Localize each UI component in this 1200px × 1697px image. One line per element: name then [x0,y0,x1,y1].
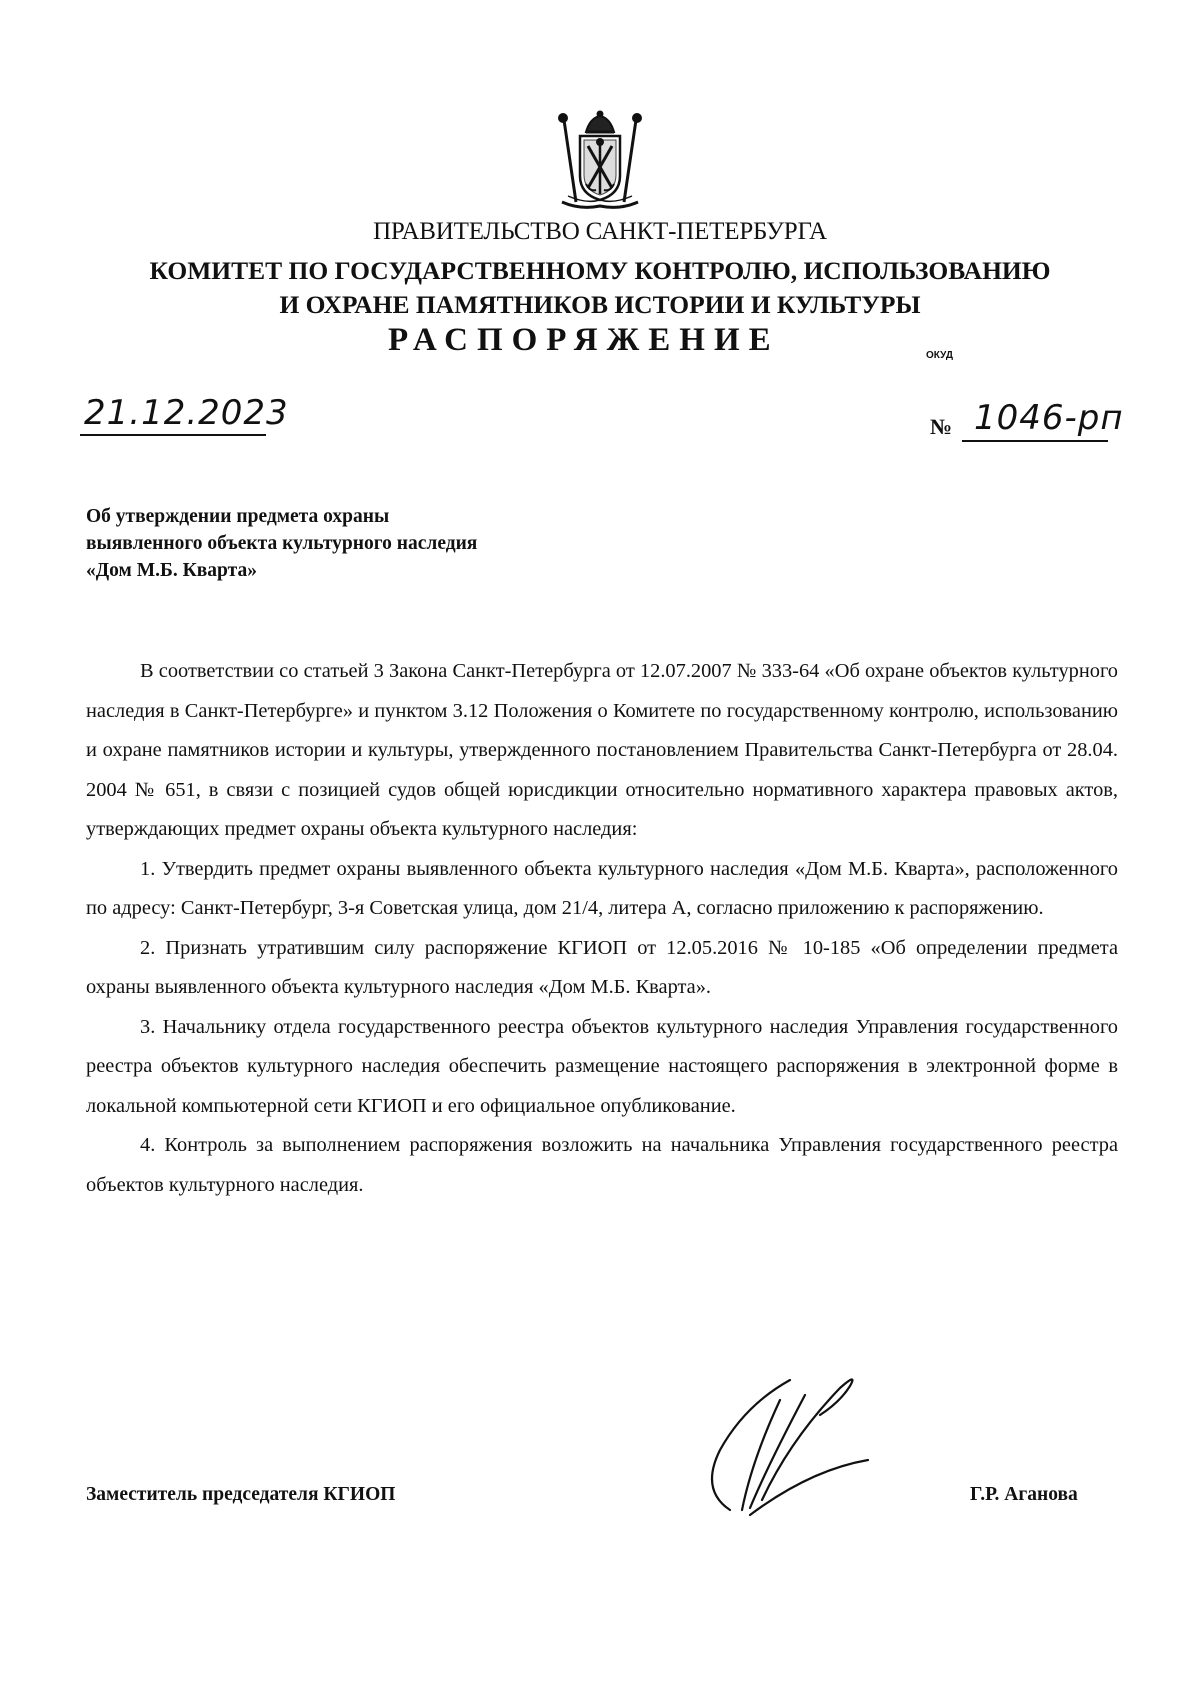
document-body [86,652,1118,1205]
signer-title: Заместитель председателя КГИОП [86,1484,396,1505]
item-paragraph-4: 4. Контроль за выполнением распоряжения возложить на начальника Управления государственного реестра объектов культурного наследия. [86,1134,1118,1196]
item-paragraph-2: 2. Признать утратившим силу распоряжение КГИОП от 12.05.2016 № 10-185 «Об определении предмета охраны выявленного объекта культурного наследия «Дом М.Б. Кварта». [86,936,1118,998]
subject-line-3: «Дом М.Б. Кварта» [86,560,257,581]
preamble-paragraph: В соответствии со статьей 3 Закона Санкт-Петербурга от 12.07.2007 № 333-64 «Об охране объектов культурного наследия в Санкт-Петербурге» и пунктом 3.12 Положения о Комитете по государственному контролю, использованию и охране памятников истории и культуры, утвержденного постановлением Правительства Санкт-Петербурга от 28.04. 2004 № 651, в связи с позицией судов общей юрисдикции относительно нормативного характера правовых актов, утверждающих предмет охраны объекта культурного наследия: [86,660,1118,840]
document-number-field [930,398,1124,442]
document-subject [86,503,477,584]
government-name: ПРАВИТЕЛЬСТВО САНКТ-ПЕТЕРБУРГА [373,218,827,245]
coat-of-arms-icon [546,110,654,214]
document-type-title: РАСПОРЯЖЕНИЕ [388,322,780,358]
handwritten-signature-icon [690,1360,880,1530]
document-date-field [80,392,289,436]
subject-line-2: выявленного объекта культурного наследия [86,533,478,554]
document-date: 21.12.2023 [84,393,289,433]
number-underline [962,440,1108,442]
item-paragraph-3: 3. Начальнику отдела государственного реестра объектов культурного наследия Управления государственного реестра объектов культурного наследия обеспечить размещение настоящего распоряжения в электронной форме в локальной компьютерной сети КГИОП и его официальное опубликование. [86,1015,1118,1117]
number-sign: № [930,414,953,439]
committee-name-line-2: И ОХРАНЕ ПАМЯТНИКОВ ИСТОРИИ И КУЛЬТУРЫ [279,290,921,319]
document-number: 1046-рп [974,398,1124,438]
subject-line-1: Об утверждении предмета охраны [86,506,390,527]
committee-name-line-1: КОМИТЕТ ПО ГОСУДАРСТВЕННОМУ КОНТРОЛЮ, ИСПОЛЬЗОВАНИЮ [149,256,1051,285]
signer-name: Г.Р. Аганова [970,1484,1078,1505]
okud-label: ОКУД [926,350,953,361]
item-paragraph-1: 1. Утвердить предмет охраны выявленного объекта культурного наследия «Дом М.Б. Кварта», расположенного по адресу: Санкт-Петербург, 3-я Советская улица, дом 21/4, литера А, согласно приложению к распоряжению. [86,857,1118,919]
